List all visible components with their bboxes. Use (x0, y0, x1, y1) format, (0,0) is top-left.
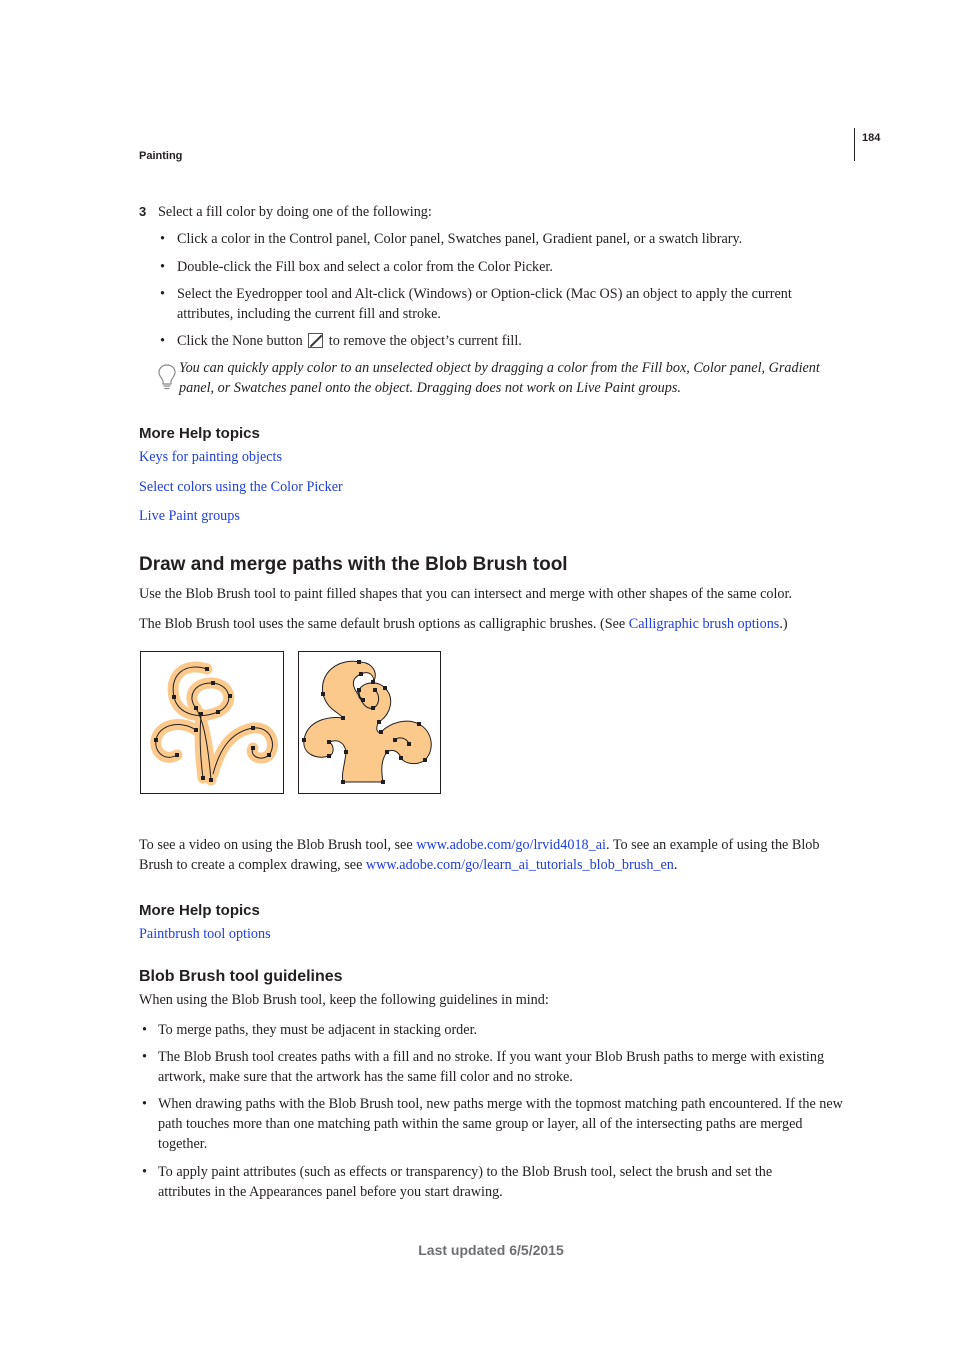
link-live-paint-groups[interactable]: Live Paint groups (139, 508, 240, 524)
header-rule (854, 128, 855, 161)
step-bullet-3: Select the Eyedropper tool and Alt-click (Windows) or Option-click (Mac OS) an object to apply the current attributes, including the current fill and stroke. (177, 286, 792, 322)
link-paintbrush-options[interactable]: Paintbrush tool options (139, 926, 271, 942)
link-calligraphic-options[interactable]: Calligraphic brush options (628, 616, 780, 632)
bullet-dot: • (142, 1049, 147, 1065)
lightbulb-icon (158, 364, 176, 392)
link-tutorial[interactable]: www.adobe.com/go/learn_ai_tutorials_blob_brush_en (365, 857, 674, 873)
none-swatch-icon (308, 333, 323, 348)
video-text: To see a video on using the Blob Brush tool, see (139, 837, 417, 853)
blob-figure-before (140, 651, 284, 794)
running-header: Painting (139, 150, 183, 162)
guideline-bullet-3: When drawing paths with the Blob Brush tool, new paths merge with the topmost matching path encountered. If the new path touches more than one matching path within the same group or layer, all of the intersecting paths are merged together. (158, 1096, 843, 1152)
para2-text-end: .) (779, 616, 788, 632)
step-number: 3 (139, 204, 147, 219)
bullet-dot: • (160, 333, 165, 349)
bullet-dot: • (142, 1096, 147, 1112)
bullet-dot: • (160, 259, 165, 275)
more-help-heading: More Help topics (139, 425, 260, 442)
step-bullet-1: Click a color in the Control panel, Color panel, Swatches panel, Gradient panel, or a swatch library. (177, 231, 743, 247)
video-text-end: . (673, 857, 678, 873)
tip-text: You can quickly apply color to an unselected object by dragging a color from the Fill box, Color panel, Gradient panel, or Swatches panel onto the object. Dragging does not work on Live Paint groups. (179, 360, 820, 396)
footer-last-updated: Last updated 6/5/2015 (418, 1242, 564, 1258)
guidelines-intro: When using the Blob Brush tool, keep the following guidelines in mind: (139, 992, 549, 1008)
video-text-middle: . To see an example of using the Blob Brush to create a complex drawing, see (139, 837, 820, 873)
none-bullet-text-after: to remove the object’s current fill. (325, 333, 522, 349)
none-bullet-text: Click the None button (177, 333, 303, 349)
para2-text: The Blob Brush tool uses the same default brush options as calligraphic brushes. (See (139, 616, 629, 632)
link-video[interactable]: www.adobe.com/go/lrvid4018_ai (416, 837, 606, 853)
link-keys-for-painting[interactable]: Keys for painting objects (139, 449, 283, 465)
guideline-bullet-1: To merge paths, they must be adjacent in stacking order. (158, 1022, 478, 1038)
guideline-bullet-4: To apply paint attributes (such as effects or transparency) to the Blob Brush tool, select the brush and set the attributes in the Appearances panel before you start drawing. (158, 1164, 773, 1200)
step-bullet-2: Double-click the Fill box and select a color from the Color Picker. (177, 259, 553, 275)
section-para-1: Use the Blob Brush tool to paint filled shapes that you can intersect and merge with other shapes of the same color. (139, 586, 792, 602)
section-heading: Draw and merge paths with the Blob Brush tool (139, 554, 568, 575)
page-number: 184 (862, 132, 881, 144)
link-select-colors[interactable]: Select colors using the Color Picker (139, 479, 343, 495)
bullet-dot: • (142, 1022, 147, 1038)
bullet-dot: • (142, 1164, 147, 1180)
video-para (139, 835, 854, 875)
guideline-bullet-2: The Blob Brush tool creates paths with a fill and no stroke. If you want your Blob Brush paths to merge with existing artwork, make sure that the artwork has the same fill color and no stroke. (158, 1049, 825, 1085)
bullet-dot: • (160, 231, 165, 247)
guidelines-heading: Blob Brush tool guidelines (139, 968, 343, 985)
bullet-dot: • (160, 286, 165, 302)
more-help-heading-2: More Help topics (139, 902, 260, 919)
step-text: Select a fill color by doing one of the following: (158, 204, 432, 220)
blob-figure-after (298, 651, 441, 794)
step-bullet-4 (177, 331, 857, 351)
section-para-2 (139, 614, 854, 634)
